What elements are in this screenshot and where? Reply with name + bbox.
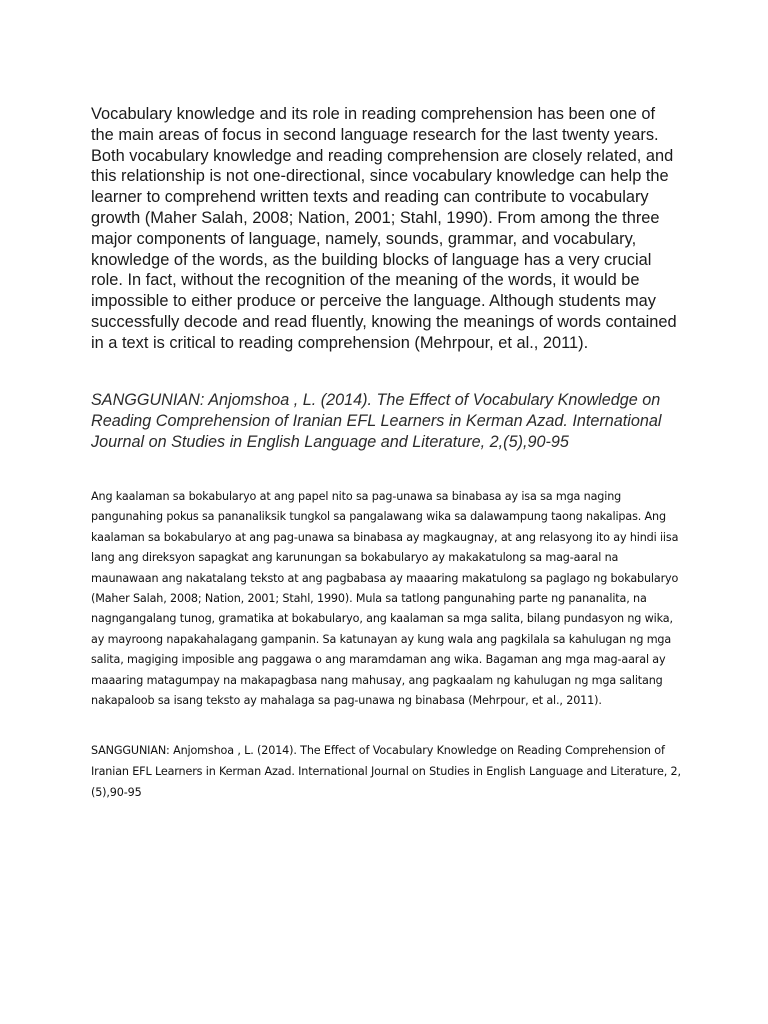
english-paragraph: Vocabulary knowledge and its role in reading comprehension has been one of the main areas of focus in second language research for the last twenty years. Both vocabulary knowledge and reading comprehension are closely related, and this relationship is not one-directional, since vocabulary knowledge can help the learner to comprehend written texts and reading can contribute to vocabulary growth (Maher Salah, 2008; Nation, 2001; Stahl, 1990). From among the three major components of language, namely, sounds, grammar, and vocabulary, knowledge of the words, as the building blocks of language has a very crucial role. In fact, without the recognition of the meaning of the words, it would be impossible to either produce or perceive the language. Although students may successfully decode and read fluently, knowing the meanings of words contained in a text is critical to reading comprehension (Mehrpour, et al., 2011). (91, 105, 677, 352)
english-reference: SANGGUNIAN: Anjomshoa , L. (2014). The Effect of Vocabulary Knowledge on Reading Comprehension of Iranian EFL Learners in Kerman Azad. International Journal on Studies in English Language and Literature, 2,(5),90-95 (91, 391, 662, 451)
tagalog-paragraph: Ang kaalaman sa bokabularyo at ang papel nito sa pag-unawa sa binabasa ay isa sa mga naging pangunahing pokus sa pananaliksik tungkol sa pangalawang wika sa dalawampung taong nakalipas. Ang kaalaman sa bokabularyo at ang pag-unawa sa binabasa ay magkaugnay, at ang relasyong ito ay hindi iisa lang ang direksyon sapagkat ang karunungan sa bokabularyo ay makakatulong sa mag-aaral na maunawaan ang nakatalang teksto at ang pagbabasa ay maaaring makatulong sa paglago ng bokabularyo (Maher Salah, 2008; Nation, 2001; Stahl, 1990). Mula sa tatlong pangunahing parte ng pananalita, na nagngangalang tunog, gramatika at bokabularyo, ang kaalaman sa mga salita, bilang pundasyon ng wika, ay mayroong napakahalagang gampanin. Sa katunayan ay kung wala ang pagkilala sa kahulugan ng mga salita, magiging imposible ang paggawa o ang maramdaman ang wika. Bagaman ang mga mag-aaral ay maaaring matagumpay na makapagbasa nang mahusay, ang pagkaalam ng kahulugan ng mga salitang nakapaloob sa isang teksto ay mahalaga sa pag-unawa ng binabasa (Mehrpour, et al., 2011). (91, 490, 679, 708)
tagalog-reference: SANGGUNIAN: Anjomshoa , L. (2014). The Effect of Vocabulary Knowledge on Reading Comprehension of Iranian EFL Learners in Kerman Azad. International Journal on Studies in English Language and Literature, 2,(5),90-95 (91, 744, 681, 799)
